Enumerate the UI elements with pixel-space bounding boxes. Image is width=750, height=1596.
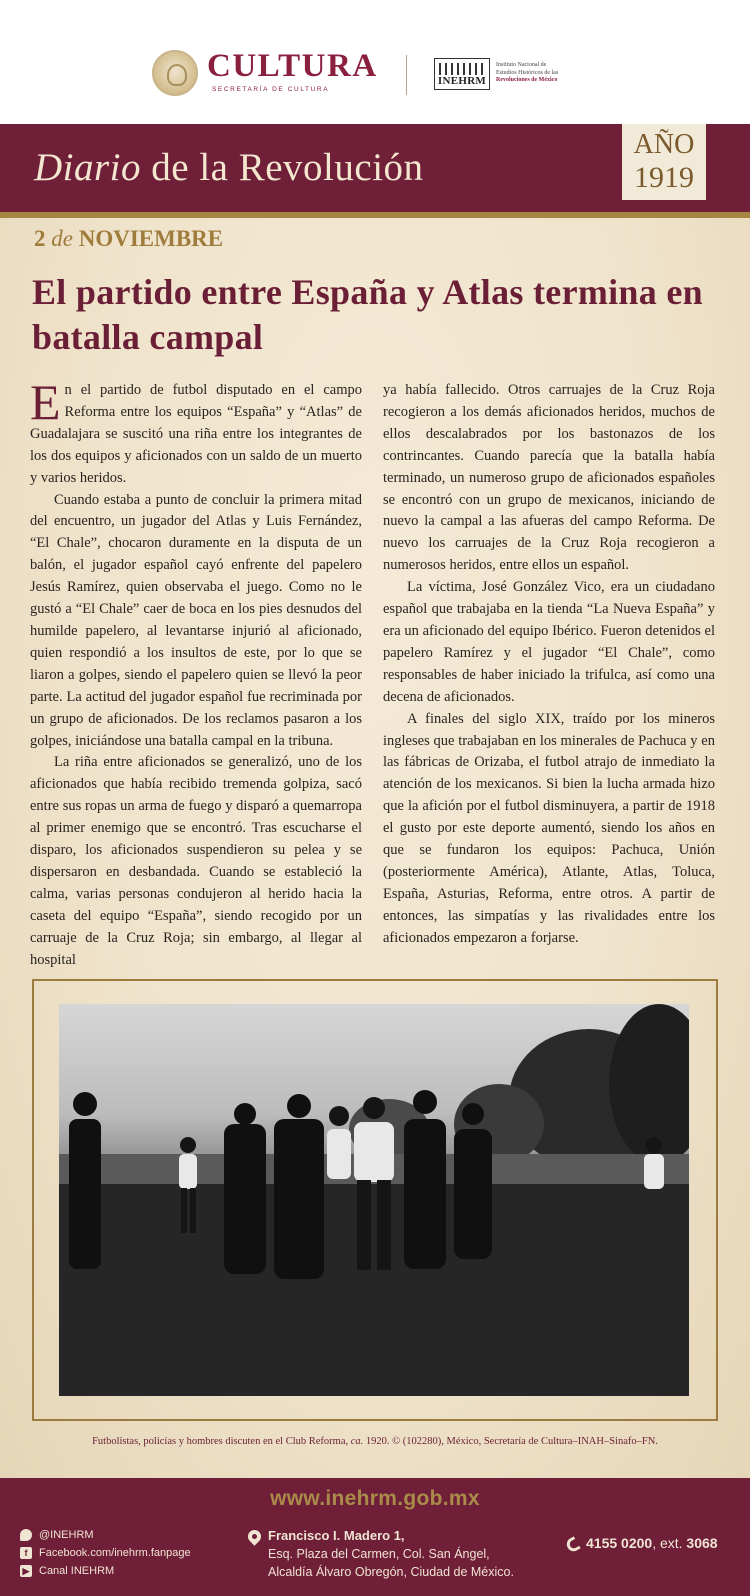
inehrm-name-line2: Estudios Históricos de las [496, 69, 559, 76]
article-column-right [383, 380, 715, 950]
social-links [20, 1526, 191, 1580]
youtube-channel: Canal INEHRM [39, 1565, 115, 1577]
logo-divider [406, 55, 407, 95]
article-paragraph-3: La riña entre aficionados se generalizó, uno de los aficionados que había recibido tremenda golpiza, sacó entre sus ropas un arma de fuego y disparó a quemarropa al primer enemigo que se encontró. Tras escucharse el disparo, los aficionados suspendieron su pelea y se dispersaron en desbandada. Cuando se estableció la calma, varias personas condujeron al herido hacia la caseta del equipo “España”, siendo recogido por un carruaje de la Cruz Roja; sin embargo, al llegar al hospital [30, 754, 362, 968]
facebook-icon: f [20, 1547, 32, 1559]
date-month: NOVIEMBRE [78, 226, 224, 251]
cultura-logo-text: CULTURA [207, 48, 378, 84]
article-paragraph-2: Cuando estaba a punto de concluir la primera mitad del encuentro, un jugador del Atlas y Luis Fernández, “El Chale”, chocaron duramente en la disputa de un balón, el jugador español cayó enfrente del papelero Jesús Ramírez, quien observaba el juego. Como no le gustó a “El Chale” caer de boca en los pies desnudos del humilde papelero, al levantarse injurió al aficionado, quien respondió a los insultos de este, por lo que se liaron a golpes, siendo el papelero quien se llevó la peor parte. La actitud del jugador español fue recriminada por un grupo de aficionados. De los reclamos pasaron a los golpes, iniciándose una batalla campal en la tribuna. [30, 491, 362, 749]
date-day: 2 [34, 226, 46, 251]
article-headline: El partido entre España y Atlas termina en batalla campal [32, 272, 703, 357]
twitter-link[interactable] [20, 1526, 191, 1544]
publication-title-rest: de la Revolución [141, 146, 424, 189]
address [268, 1527, 514, 1581]
year-box [622, 124, 706, 200]
historic-photo [59, 1004, 689, 1396]
caption-part-b: 1920. © (102280), México, Secretaría de Cultura–INAH–Sinafo–FN. [363, 1436, 658, 1447]
facebook-link[interactable] [20, 1544, 191, 1562]
website-link[interactable]: www.inehrm.gob.mx [270, 1487, 480, 1510]
publication-title [34, 145, 424, 190]
paragraph-1-text: n el partido de futbol disputado en el campo Reforma entre los equipos “España” y “Atlas” de Guadalajara se suscitó una riña entre los integrantes de los dos equipos y aficionados con un saldo de un muerto y varios heridos. [30, 382, 362, 486]
facebook-url: Facebook.com/inehrm.fanpage [39, 1547, 191, 1559]
year-value: 1919 [634, 161, 694, 194]
youtube-icon: ▶ [20, 1565, 32, 1577]
address-line-2: Esq. Plaza del Carmen, Col. San Ángel, [268, 1547, 490, 1561]
article-paragraph-5: A finales del siglo XIX, traído por los mineros ingleses que trabajaban en los minerales de Pachuca y en las fábricas de Orizaba, el futbol atrajo de inmediato la atención de los mexicanos. Si bien la lucha armada hizo que la afición por el futbol disminuyera, a partir de 1918 el gusto por este deporte aumentó, siendo los años en que se fundaron los equipos: Pachuca, Unión (posteriormente América), Atlante, Atlas, Toluca, España, Asturias, Reforma, entre otros. A partir de entonces, las simpatías y las rivalidades entre los aficionados empezaron a forjarse. [383, 710, 715, 946]
coat-of-arms-icon [152, 50, 198, 96]
phone-main: 4155 0200 [586, 1535, 653, 1551]
caption-ca: ca. [350, 1436, 364, 1447]
article-column-left [30, 374, 362, 971]
inehrm-logo [434, 58, 490, 90]
address-street: Francisco I. Madero 1, [268, 1528, 405, 1543]
photo-illustration [59, 1004, 689, 1396]
logo-bar [0, 0, 750, 124]
photo-caption [0, 1436, 750, 1447]
cultura-subtitle: SECRETARÍA DE CULTURA [212, 86, 330, 93]
article-date [34, 226, 223, 252]
caption-part-a: Futbolistas, policías y hombres discuten en el Club Reforma, [92, 1436, 351, 1447]
inehrm-full-name [496, 62, 558, 85]
address-line-3: Alcaldía Álvaro Obregón, Ciudad de México. [268, 1565, 514, 1579]
year-label: AÑO [633, 129, 695, 160]
youtube-link[interactable] [20, 1562, 191, 1580]
inehrm-name-line3: Revoluciones de México [496, 77, 558, 83]
drop-cap: E [30, 374, 61, 430]
twitter-handle: @INEHRM [39, 1529, 94, 1541]
inehrm-building-icon [439, 63, 485, 75]
publication-title-italic: Diario [34, 146, 142, 189]
phone-number[interactable] [586, 1535, 718, 1551]
phone-ext-label: , ext. [652, 1535, 687, 1551]
article-paragraph-1 [30, 374, 362, 490]
phone-ext: 3068 [686, 1535, 718, 1551]
article-paragraph-3-continued: ya había fallecido. Otros carruajes de la Cruz Roja recogieron a los demás aficionados heridos, muchos de ellos descalabrados por los bastonazos de los contrincantes. Cuando parecía que la batalla había terminado, un numeroso grupo de aficionados españoles se encontró con un grupo de mexicanos, iniciando de nuevo la campal a las afueras del campo Reforma. De nuevo los carruajes de la Cruz Roja recogieron a numerosos heridos, entre ellos un español. [383, 382, 715, 574]
inehrm-logo-text: INEHRM [437, 75, 487, 87]
date-de: de [51, 226, 73, 251]
inehrm-name-line1: Instituto Nacional de [496, 62, 547, 68]
article-paragraph-4: La víctima, José González Vico, era un ciudadano español que trabajaba en la tienda “La Nueva España” y era un aficionado del equipo Ibérico. Fueron detenidos el papelero Ramírez y el jugador “El Chale”, como responsables de haber iniciado la trifulca, así como una decena de aficionados. [383, 579, 715, 705]
twitter-icon [20, 1529, 32, 1541]
